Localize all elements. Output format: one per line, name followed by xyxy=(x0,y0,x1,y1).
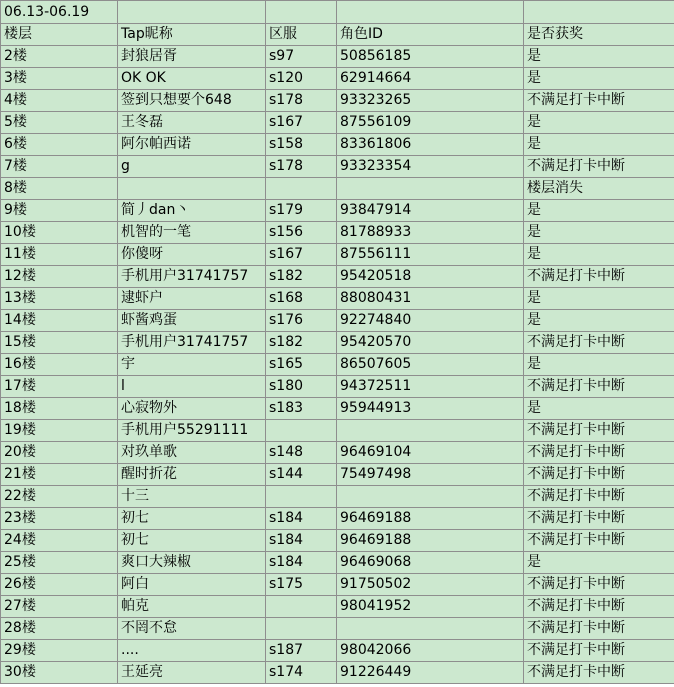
nickname-cell[interactable]: 阿尔帕西诺 xyxy=(118,134,266,156)
award-status-cell[interactable]: 楼层消失 xyxy=(524,178,674,200)
server-cell[interactable]: s182 xyxy=(266,332,337,354)
floor-cell[interactable]: 11楼 xyxy=(1,244,118,266)
nickname-cell[interactable] xyxy=(118,178,266,200)
award-status-cell[interactable]: 不满足打卡中断 xyxy=(524,156,674,178)
table-row xyxy=(1,376,674,398)
nickname-cell[interactable]: 机智的一笔 xyxy=(118,222,266,244)
server-cell[interactable]: s183 xyxy=(266,398,337,420)
role-id-cell[interactable]: 95944913 xyxy=(337,398,524,420)
server-cell[interactable]: s167 xyxy=(266,244,337,266)
title-row xyxy=(1,1,674,24)
empty-cell[interactable] xyxy=(524,1,674,24)
header-role-id[interactable]: 角色ID xyxy=(337,24,524,46)
award-status-cell[interactable]: 不满足打卡中断 xyxy=(524,464,674,486)
floor-cell[interactable]: 22楼 xyxy=(1,486,118,508)
award-status-cell[interactable]: 是 xyxy=(524,46,674,68)
nickname-cell[interactable]: 封狼居胥 xyxy=(118,46,266,68)
role-id-cell[interactable]: 88080431 xyxy=(337,288,524,310)
role-id-cell[interactable] xyxy=(337,486,524,508)
floor-cell[interactable]: 7楼 xyxy=(1,156,118,178)
table-row xyxy=(1,662,674,684)
header-nickname[interactable]: Tap昵称 xyxy=(118,24,266,46)
server-cell[interactable]: s180 xyxy=(266,376,337,398)
award-status-cell[interactable]: 不满足打卡中断 xyxy=(524,420,674,442)
table-row xyxy=(1,156,674,178)
role-id-cell[interactable] xyxy=(337,420,524,442)
floor-cell[interactable]: 27楼 xyxy=(1,596,118,618)
floor-cell[interactable]: 6楼 xyxy=(1,134,118,156)
nickname-cell[interactable]: 爽口大辣椒 xyxy=(118,552,266,574)
table-row xyxy=(1,442,674,464)
nickname-cell[interactable]: 手机用户55291111 xyxy=(118,420,266,442)
header-row xyxy=(1,24,674,46)
server-cell[interactable]: s178 xyxy=(266,156,337,178)
table-row xyxy=(1,640,674,662)
role-id-cell[interactable]: 96469104 xyxy=(337,442,524,464)
spreadsheet-body xyxy=(1,1,674,684)
nickname-cell[interactable]: 初七 xyxy=(118,530,266,552)
award-status-cell[interactable]: 不满足打卡中断 xyxy=(524,332,674,354)
floor-cell[interactable]: 23楼 xyxy=(1,508,118,530)
award-status-cell[interactable]: 不满足打卡中断 xyxy=(524,618,674,640)
table-row xyxy=(1,178,674,200)
award-status-cell[interactable]: 不满足打卡中断 xyxy=(524,90,674,112)
table-row xyxy=(1,288,674,310)
floor-cell[interactable]: 3楼 xyxy=(1,68,118,90)
server-cell[interactable]: s182 xyxy=(266,266,337,288)
server-cell[interactable]: s175 xyxy=(266,574,337,596)
empty-cell[interactable] xyxy=(266,1,337,24)
table-row xyxy=(1,332,674,354)
role-id-cell[interactable]: 91750502 xyxy=(337,574,524,596)
award-status-cell[interactable]: 不满足打卡中断 xyxy=(524,596,674,618)
floor-cell[interactable]: 29楼 xyxy=(1,640,118,662)
role-id-cell[interactable]: 50856185 xyxy=(337,46,524,68)
role-id-cell[interactable]: 94372511 xyxy=(337,376,524,398)
nickname-cell[interactable]: 帕克 xyxy=(118,596,266,618)
header-server[interactable]: 区服 xyxy=(266,24,337,46)
role-id-cell[interactable]: 92274840 xyxy=(337,310,524,332)
award-status-cell[interactable]: 不满足打卡中断 xyxy=(524,486,674,508)
server-cell[interactable] xyxy=(266,486,337,508)
table-row xyxy=(1,508,674,530)
nickname-cell[interactable]: 手机用户31741757 xyxy=(118,332,266,354)
nickname-cell[interactable]: 你傻呀 xyxy=(118,244,266,266)
role-id-cell[interactable]: 91226449 xyxy=(337,662,524,684)
award-status-cell[interactable]: 是 xyxy=(524,354,674,376)
nickname-cell[interactable]: 醒时折花 xyxy=(118,464,266,486)
nickname-cell[interactable]: 王冬磊 xyxy=(118,112,266,134)
server-cell[interactable] xyxy=(266,596,337,618)
role-id-cell[interactable]: 96469188 xyxy=(337,508,524,530)
nickname-cell[interactable]: 简丿dan丶 xyxy=(118,200,266,222)
nickname-cell[interactable]: l xyxy=(118,376,266,398)
role-id-cell[interactable]: 98041952 xyxy=(337,596,524,618)
nickname-cell[interactable]: OK OK xyxy=(118,68,266,90)
nickname-cell[interactable]: g xyxy=(118,156,266,178)
award-status-cell[interactable]: 是 xyxy=(524,200,674,222)
role-id-cell[interactable]: 93323265 xyxy=(337,90,524,112)
table-row xyxy=(1,596,674,618)
floor-cell[interactable]: 16楼 xyxy=(1,354,118,376)
award-status-cell[interactable]: 是 xyxy=(524,244,674,266)
award-status-cell[interactable]: 是 xyxy=(524,288,674,310)
nickname-cell[interactable]: .... xyxy=(118,640,266,662)
nickname-cell[interactable]: 逮虾户 xyxy=(118,288,266,310)
table-row xyxy=(1,574,674,596)
award-status-cell[interactable]: 不满足打卡中断 xyxy=(524,442,674,464)
role-id-cell[interactable]: 62914664 xyxy=(337,68,524,90)
table-row xyxy=(1,134,674,156)
role-id-cell[interactable]: 83361806 xyxy=(337,134,524,156)
server-cell[interactable]: s158 xyxy=(266,134,337,156)
table-row xyxy=(1,112,674,134)
table-row xyxy=(1,90,674,112)
title-cell[interactable]: 06.13-06.19 xyxy=(1,1,118,24)
award-status-cell[interactable]: 不满足打卡中断 xyxy=(524,640,674,662)
empty-cell[interactable] xyxy=(337,1,524,24)
table-row xyxy=(1,310,674,332)
nickname-cell[interactable]: 不罔不怠 xyxy=(118,618,266,640)
floor-cell[interactable]: 30楼 xyxy=(1,662,118,684)
nickname-cell[interactable]: 阿白 xyxy=(118,574,266,596)
role-id-cell[interactable]: 87556109 xyxy=(337,112,524,134)
award-status-cell[interactable]: 是 xyxy=(524,222,674,244)
nickname-cell[interactable]: 王延亮 xyxy=(118,662,266,684)
nickname-cell[interactable]: 虾酱鸡蛋 xyxy=(118,310,266,332)
role-id-cell[interactable]: 95420570 xyxy=(337,332,524,354)
server-cell[interactable] xyxy=(266,420,337,442)
floor-cell[interactable]: 18楼 xyxy=(1,398,118,420)
server-cell[interactable]: s120 xyxy=(266,68,337,90)
table-row xyxy=(1,530,674,552)
award-status-cell[interactable]: 不满足打卡中断 xyxy=(524,266,674,288)
role-id-cell[interactable] xyxy=(337,178,524,200)
server-cell[interactable]: s167 xyxy=(266,112,337,134)
nickname-cell[interactable]: 签到只想要个648 xyxy=(118,90,266,112)
role-id-cell[interactable]: 95420518 xyxy=(337,266,524,288)
award-status-cell[interactable]: 不满足打卡中断 xyxy=(524,530,674,552)
role-id-cell[interactable]: 86507605 xyxy=(337,354,524,376)
server-cell[interactable]: s174 xyxy=(266,662,337,684)
table-row xyxy=(1,200,674,222)
role-id-cell[interactable]: 96469068 xyxy=(337,552,524,574)
floor-cell[interactable]: 2楼 xyxy=(1,46,118,68)
role-id-cell[interactable]: 96469188 xyxy=(337,530,524,552)
table-row xyxy=(1,398,674,420)
award-status-cell[interactable]: 是 xyxy=(524,398,674,420)
table-row xyxy=(1,354,674,376)
server-cell[interactable]: s148 xyxy=(266,442,337,464)
header-award-status[interactable]: 是否获奖 xyxy=(524,24,674,46)
floor-cell[interactable]: 25楼 xyxy=(1,552,118,574)
role-id-cell[interactable]: 87556111 xyxy=(337,244,524,266)
floor-cell[interactable]: 19楼 xyxy=(1,420,118,442)
server-cell[interactable]: s176 xyxy=(266,310,337,332)
floor-cell[interactable]: 24楼 xyxy=(1,530,118,552)
floor-cell[interactable]: 21楼 xyxy=(1,464,118,486)
server-cell[interactable]: s144 xyxy=(266,464,337,486)
floor-cell[interactable]: 14楼 xyxy=(1,310,118,332)
floor-cell[interactable]: 10楼 xyxy=(1,222,118,244)
floor-cell[interactable]: 9楼 xyxy=(1,200,118,222)
table-row xyxy=(1,244,674,266)
server-cell[interactable] xyxy=(266,178,337,200)
server-cell[interactable] xyxy=(266,618,337,640)
server-cell[interactable]: s97 xyxy=(266,46,337,68)
role-id-cell[interactable]: 81788933 xyxy=(337,222,524,244)
role-id-cell[interactable]: 93323354 xyxy=(337,156,524,178)
award-status-cell[interactable]: 不满足打卡中断 xyxy=(524,508,674,530)
award-status-cell[interactable]: 不满足打卡中断 xyxy=(524,574,674,596)
table-row xyxy=(1,222,674,244)
table-row xyxy=(1,420,674,442)
award-status-cell[interactable]: 不满足打卡中断 xyxy=(524,376,674,398)
floor-cell[interactable]: 8楼 xyxy=(1,178,118,200)
award-status-cell[interactable]: 不满足打卡中断 xyxy=(524,662,674,684)
role-id-cell[interactable]: 75497498 xyxy=(337,464,524,486)
table-row xyxy=(1,266,674,288)
table-row xyxy=(1,46,674,68)
award-status-cell[interactable]: 是 xyxy=(524,552,674,574)
server-cell[interactable]: s178 xyxy=(266,90,337,112)
nickname-cell[interactable]: 十三 xyxy=(118,486,266,508)
floor-cell[interactable]: 4楼 xyxy=(1,90,118,112)
table-row xyxy=(1,552,674,574)
nickname-cell[interactable]: 初七 xyxy=(118,508,266,530)
table-row xyxy=(1,618,674,640)
table-row xyxy=(1,486,674,508)
role-id-cell[interactable]: 98042066 xyxy=(337,640,524,662)
server-cell[interactable]: s168 xyxy=(266,288,337,310)
header-floor[interactable]: 楼层 xyxy=(1,24,118,46)
nickname-cell[interactable]: 宇 xyxy=(118,354,266,376)
floor-cell[interactable]: 17楼 xyxy=(1,376,118,398)
server-cell[interactable]: s187 xyxy=(266,640,337,662)
award-status-cell[interactable]: 是 xyxy=(524,134,674,156)
floor-cell[interactable]: 15楼 xyxy=(1,332,118,354)
table-row xyxy=(1,68,674,90)
server-cell[interactable]: s165 xyxy=(266,354,337,376)
floor-cell[interactable]: 5楼 xyxy=(1,112,118,134)
nickname-cell[interactable]: 对玖单歌 xyxy=(118,442,266,464)
server-cell[interactable]: s184 xyxy=(266,530,337,552)
floor-cell[interactable]: 20楼 xyxy=(1,442,118,464)
table-row xyxy=(1,464,674,486)
role-id-cell[interactable]: 93847914 xyxy=(337,200,524,222)
server-cell[interactable]: s156 xyxy=(266,222,337,244)
floor-cell[interactable]: 28楼 xyxy=(1,618,118,640)
nickname-cell[interactable]: 手机用户31741757 xyxy=(118,266,266,288)
floor-cell[interactable]: 26楼 xyxy=(1,574,118,596)
empty-cell[interactable] xyxy=(118,1,266,24)
floor-cell[interactable]: 13楼 xyxy=(1,288,118,310)
server-cell[interactable]: s184 xyxy=(266,508,337,530)
award-status-cell[interactable]: 是 xyxy=(524,112,674,134)
server-cell[interactable]: s184 xyxy=(266,552,337,574)
role-id-cell[interactable] xyxy=(337,618,524,640)
nickname-cell[interactable]: 心寂物外 xyxy=(118,398,266,420)
award-status-cell[interactable]: 是 xyxy=(524,310,674,332)
award-status-cell[interactable]: 是 xyxy=(524,68,674,90)
floor-cell[interactable]: 12楼 xyxy=(1,266,118,288)
server-cell[interactable]: s179 xyxy=(266,200,337,222)
